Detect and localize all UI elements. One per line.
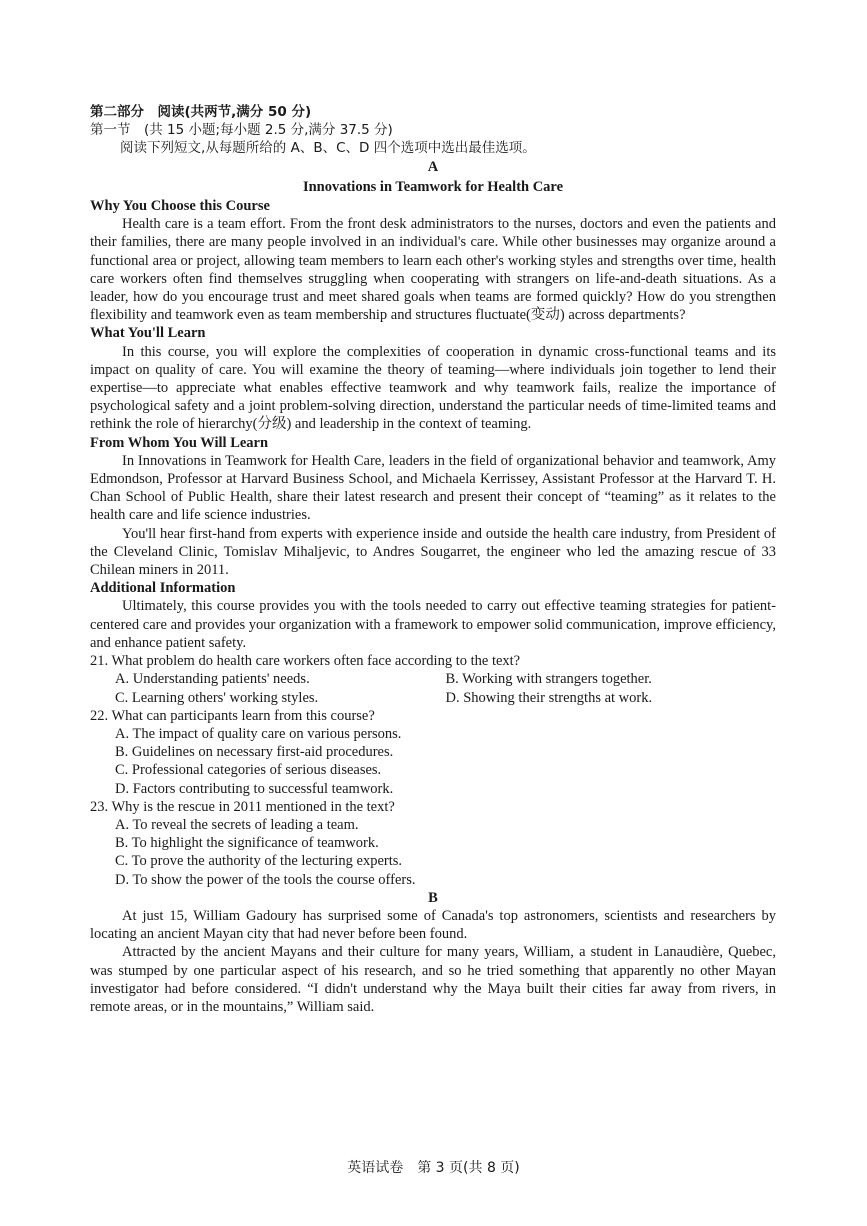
- question-stem: 23. Why is the rescue in 2011 mentioned in the text?: [90, 798, 395, 815]
- instruction: 阅读下列短文,从每题所给的 A、B、C、D 四个选项中选出最佳选项。: [120, 140, 536, 157]
- option-c: C. To prove the authority of the lecturing experts.: [115, 853, 403, 870]
- passage-b-label: B: [428, 889, 438, 906]
- section-heading-additional: Additional Information: [90, 580, 236, 597]
- option-a: A. The impact of quality care on various persons.: [115, 725, 402, 742]
- section-heading-what: What You'll Learn: [90, 325, 206, 342]
- paragraph-why: Health care is a team effort. From the front desk administrators to the nurses, doctors and even the patients and their families, there are many people involved in an individual's care. While other businesses may organize around a functional area or project, allowing team members to learn each other's working styles and strengths over time, health care workers often find themselves struggling when cooperating with strangers on life-and-death situations. As a leader, how do you encourage trust and meet shared goals when teams are formed quickly? How do you strengthen flexibility and teamwork even as team membership and structures fluctuate(变动) across departments?: [90, 216, 776, 324]
- option-b: B. To highlight the significance of teamwork.: [115, 835, 379, 852]
- option-d: D. To show the power of the tools the course offers.: [115, 871, 416, 888]
- section-heading-why: Why You Choose this Course: [90, 198, 270, 215]
- part-title: 第二部分 阅读(共两节,满分 50 分): [90, 104, 312, 120]
- question-23: [90, 798, 776, 889]
- option-b: B. Working with strangers together.: [445, 671, 652, 688]
- option-a: A. To reveal the secrets of leading a team.: [115, 816, 359, 833]
- exam-page: [90, 103, 776, 1016]
- section-heading-whom: From Whom You Will Learn: [90, 434, 269, 451]
- question-stem: 21. What problem do health care workers often face according to the text?: [90, 653, 521, 670]
- paragraph-b-1: At just 15, William Gadoury has surprised some of Canada's top astronomers, scientists and researchers by locating an ancient Mayan city that had never before been found.: [90, 907, 776, 943]
- question-21: [90, 652, 776, 707]
- question-22: [90, 707, 776, 798]
- option-b: B. Guidelines on necessary first-aid procedures.: [115, 744, 394, 761]
- paragraph-whom-1: In Innovations in Teamwork for Health Care, leaders in the field of organizational behavior and teamwork, Amy Edmondson, Professor at Harvard Business School, and Michaela Kerrissey, Assistant Professor at the Harvard T. H. Chan School of Public Health, share their latest research and present their concept of “teaming” as it relates to the health care and life science industries.: [90, 452, 776, 524]
- paragraph-b-2: Attracted by the ancient Mayans and their culture for many years, William, a student in Lanaudière, Quebec, was stumped by one particular aspect of his research, and so he tried something that apparently no other Mayan investigator had before considered. “I didn't understand why the Maya built their cities far away from rivers, in remote areas, or in the mountains,” William said.: [90, 944, 776, 1015]
- passage-a-label: A: [427, 158, 439, 175]
- section-title: 第一节 (共 15 小题;每小题 2.5 分,满分 37.5 分): [90, 122, 393, 139]
- option-a: A. Understanding patients' needs.: [115, 671, 310, 688]
- page-footer: 英语试卷 第 3 页(共 8 页): [347, 1160, 520, 1176]
- option-c: C. Professional categories of serious diseases.: [115, 762, 382, 779]
- question-stem: 22. What can participants learn from this course?: [90, 707, 375, 724]
- option-c: C. Learning others' working styles.: [115, 689, 319, 706]
- paragraph-additional: Ultimately, this course provides you with the tools needed to carry out effective teaming strategies for patient-centered care and provides your organization with a framework to empower solid communication, improve efficiency, and enhance patient safety.: [90, 598, 776, 651]
- paragraph-what: In this course, you will explore the complexities of cooperation in dynamic cross-functional teams and its impact on quality of care. You will examine the theory of teaming—where individuals join together to lend their expertise—to appreciate what enables effective teamwork and why teamwork fails, realize the importance of psychological safety and a joint problem-solving direction, understand the particular needs of time-limited teams and rethink the role of hierarchy(分级) and leadership in the context of teaming.: [90, 343, 776, 433]
- paragraph-whom-2: You'll hear first-hand from experts with experience inside and outside the health care industry, from President of the Cleveland Clinic, Tomislav Mihaljevic, to Andres Sougarret, the engineer who led the amazing rescue of 33 Chilean miners in 2011.: [90, 525, 776, 579]
- passage-a-title: Innovations in Teamwork for Health Care: [302, 178, 564, 195]
- option-d: D. Factors contributing to successful teamwork.: [115, 780, 394, 797]
- option-d: D. Showing their strengths at work.: [445, 689, 653, 706]
